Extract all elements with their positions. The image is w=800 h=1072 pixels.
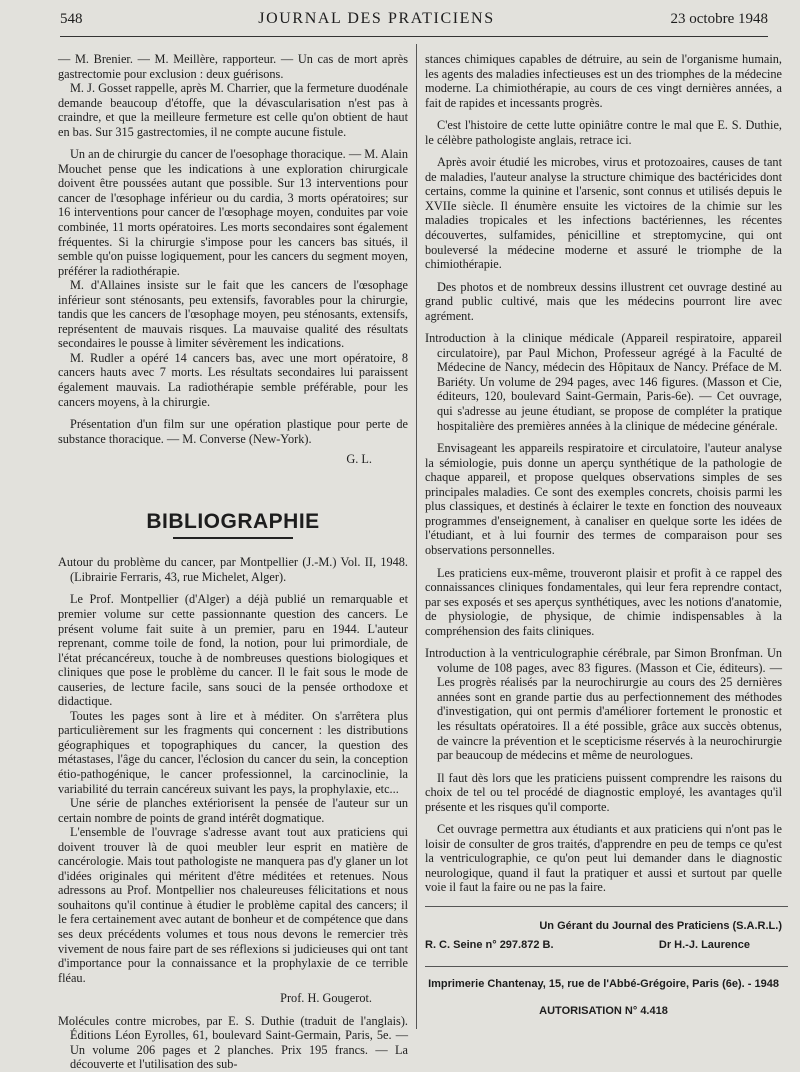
book-entry: Molécules contre microbes, par E. S. Duthie (traduit de l'anglais). Éditions Léon Eyrolles, 61, boulevard Saint-Germain, Paris, 5e. — Un volume 206 pages et 2 planches. Prix 195 francs. — La découverte et l'utilisation des sub- [58, 1013, 408, 1072]
paragraph: stances chimiques capables de détruire, au sein de l'organisme humain, les agents des maladies infectieuses est un des triomphes de la médecine moderne. La chimiothérapie, au cours de ces vingt dernières années, a fait de rapides et incessants progrès. [425, 52, 782, 110]
page-number: 548 [60, 11, 83, 27]
heading-rule [173, 537, 293, 539]
signature: G. L. [346, 452, 372, 467]
director-name: Dr H.-J. Laurence [658, 938, 750, 951]
signature: Prof. H. Gougerot. [280, 991, 372, 1006]
printer-rule [425, 966, 788, 967]
section-paragraph: Un an de chirurgie du cancer de l'oesophage thoracique. — M. Alain Mouchet pense que les indications à une exploration chirurgicale doivent être poussées autant que possible. Sur 13 interventions pour cancer de l'œsophage inférieur ou du cardia, 3 morts opératoires; sur 16 interventions pour cancer de l'œsophage moyen, conduites par voie combinée, 11 morts opératoires. Les morts secondaires sont également fréquentes. Si la chirurgie s'impose pour les cancers bas situés, il semble qu'on puisse logiquement, pour les cancers du segment moyen, préférer la radiothérapie. [58, 147, 408, 278]
journal-title: JOURNAL DES PRATICIENS [258, 10, 495, 27]
paragraph: Des photos et de nombreux dessins illustrent cet ouvrage destiné au grand public cultivé, mais que les médecins pourront lire avec agrément. [425, 279, 782, 323]
paragraph: C'est l'histoire de cette lutte opiniâtre contre le mal que E. S. Duthie, le célèbre pathologiste anglais, retrace ici. [425, 118, 782, 147]
paragraph: M. J. Gosset rappelle, après M. Charrier, que la fermeture duodénale demande beaucoup d'étoffe, que la dévascularisation n'est pas à craindre, et que la meilleure fermeture est celle qu'on obtient de haut en bas. Sur 315 gastrectomies, il ne compte aucune fistule. [58, 81, 408, 139]
column-divider [416, 44, 417, 1029]
issue-date: 23 octobre 1948 [670, 11, 768, 27]
paragraph: Les praticiens eux-même, trouveront plaisir et profit à ce rappel des connaissances cliniques fondamentales, qui leur fera reprendre contact, par ses exposés et ses aperçus synthétiques, avec les notions d'anatomie, de physiologie, de physique, de chimie indispensables à la compréhension des faits cliniques. [425, 565, 782, 638]
bibliography-heading: BIBLIOGRAPHIE [146, 509, 320, 533]
book-entry: Introduction à la clinique médicale (Appareil respiratoire, appareil circulatoire), par Paul Michon, Professeur agrégé à la Faculté de Médecine de Nancy, médecin des Hôpitaux de Nancy. Préface de M. Bariéty. Un volume de 294 pages, avec 146 figures. (Masson et Cie, éditeurs, 120, boulevard Saint-Germain, Paris-6e). — Cet ouvrage, qui s'adresse au jeune étudiant, se propose de compléter la pratique hospitalière des premières années à la clinique de médecine générale. [425, 331, 782, 433]
running-header [60, 10, 768, 36]
paragraph: M. d'Allaines insiste sur le fait que les cancers de l'œsophage inférieur sont sténosants, peu extensifs, favorables pour la chirurgie, tandis que les cancers de l'œsophage moyen, peu sténosants, extensifs, représentent de mauvais risques. La mauvaise qualité des résultats secondaires le pousse à limiter sévèrement les indications. [58, 278, 408, 351]
header-rule [60, 36, 768, 37]
paragraph: — M. Brenier. — M. Meillère, rapporteur. — Un cas de mort après gastrectomie pour exclusion : deux guérisons. [58, 52, 408, 81]
paragraph: Après avoir étudié les microbes, virus et protozoaires, causes de tant de maladies, l'auteur analyse la structure chimique des bactéricides dont certains, comme la quinine et l'arsenic, sont connus et utilisés depuis le XVIIe siècle. Il énumère ensuite les victoires de la chimie sur les maladies tropicales et les infections bactériennes, les récentes découvertes, sulfamides, pénicilline et streptomycine, qui ont bouleversé la médecine moderne et assuré le triomphe de la chimiothérapie. [425, 155, 782, 272]
book-entry: Autour du problème du cancer, par Montpellier (J.-M.) Vol. II, 1948. (Librairie Ferraris, 43, rue Michelet, Alger). [58, 555, 408, 584]
review-paragraph: L'ensemble de l'ouvrage s'adresse avant tout aux praticiens qui doivent trouver là de quoi meubler leur esprit en matière de cancérologie. Mais tout pathologiste ne manquera pas d'y glaner un lot d'idées originales qui méritent d'être méditées et retenues. Nous adressons au Prof. Montpellier nos chaleureuses félicitations et nous souhaitons qu'il continue à étudier le problème capital des cancers; il le fera certainement avec autant de bonheur et de compétence que dans ses deux précédents volumes et tous nous devons le remercier très vivement de nous faire part de ses réflexions si judicieuses qui ont tant d'importance pour la connaissance et la prophylaxie de ce terrible fléau. [58, 825, 408, 985]
right-column [425, 52, 782, 1018]
paragraph: Cet ouvrage permettra aux étudiants et aux praticiens qui n'ont pas le loisir de consulter de gros traités, d'apprendre en peu de temps ce qu'est la ventriculographie, ce qu'on peut lui demander dans le diagnostic neurologique, quand il faut la pratiquer et aussi et surtout par quelle voie il faut la faire ou ne pas la faire. [425, 822, 782, 895]
rc-number: R. C. Seine n° 297.872 B. [425, 938, 554, 951]
credits-block [425, 917, 782, 955]
review-paragraph: Une série de planches extériorisent la pensée de l'auteur sur un certain nombre de points de grand intérêt dogmatique. [58, 796, 408, 825]
review-paragraph: Le Prof. Montpellier (d'Alger) a déjà publié un remarquable et premier volume sur cette passionnante question des cancers. Le présent volume fait suite à un premier, paru en 1944. L'auteur reprenant, comme toile de fond, la notion, pour lui primordiale, de l'état précancéreux, touche à de nombreuses questions biologiques et cliniques que pose le problème du cancer. Il le fait sous le mode de causeries, de lecture facile, sans souci de la pensée orthodoxe et didactique. [58, 592, 408, 709]
credits-rule [425, 906, 788, 907]
paragraph: Il faut dès lors que les praticiens puissent comprendre les raisons du choix de tel ou tel procédé de diagnostic employé, les avantages qu'il présente et les risques qu'il comporte. [425, 770, 782, 814]
book-entry: Introduction à la ventriculographie cérébrale, par Simon Bronfman. Un volume de 108 pages, avec 83 figures. (Masson et Cie, éditeurs). — Les progrès réalisés par la neurochirurgie au cours des 25 dernières années sont en grande partie dus au perfectionnement des méthodes d'investigation, qui ont permis d'améliorer fortement le pronostic et les résultats opératoires. Il a été possible, grâce aux succès obtenus, de vaincre la prévention et le scepticisme réservés à la neurochirurgie par beaucoup de médecins et même de neurologues. [425, 646, 782, 763]
section-paragraph: Présentation d'un film sur une opération plastique pour perte de substance thoracique. — M. Converse (New-York). [58, 417, 408, 446]
printer-line: Imprimerie Chantenay, 15, rue de l'Abbé-Grégoire, Paris (6e). - 1948 [428, 977, 779, 990]
paragraph: M. Rudler a opéré 14 cancers bas, avec une mort opératoire, 8 cancers hauts avec 7 morts. Les résultats secondaires lui paraissent également mauvais. La radiothérapie semble préférable, pour les cancers moyens, à la chirurgie. [58, 350, 408, 409]
paragraph: Envisageant les appareils respiratoire et circulatoire, l'auteur analyse la sémiologie, puis donne un aperçu synthétique de la pathologie de chaque appareil, et propose quelques observations simples de ses principales maladies. Ce sont des exemples concrets, choisis parmi les plus classiques, et destinés à éclairer le texte en fonction des nouveaux programmes d'enseignement, à canaliser en quelque sorte les idées de l'étudiant, et à lui fournir des termes de comparaison pour ses observations personnelles. [425, 441, 782, 557]
registry-line [425, 936, 782, 955]
gerant-line: Un Gérant du Journal des Praticiens (S.A.R.L.) [539, 919, 782, 932]
authorisation-line: AUTORISATION N° 4.418 [539, 1004, 668, 1017]
review-paragraph: Toutes les pages sont à lire et à méditer. On s'arrêtera plus particulièrement sur les fragments qui concernent : les distributions géographiques et topographiques du cancer, la question des métastases, l'âge du cancer, l'éclosion du cancer du sein, la conception étio-pathogénique, le cancer professionnel, la carcinoclinie, la variabilité du terrain cancéreux suivant les pays, la prophylaxie, etc... [58, 708, 408, 796]
left-column [58, 52, 408, 1072]
